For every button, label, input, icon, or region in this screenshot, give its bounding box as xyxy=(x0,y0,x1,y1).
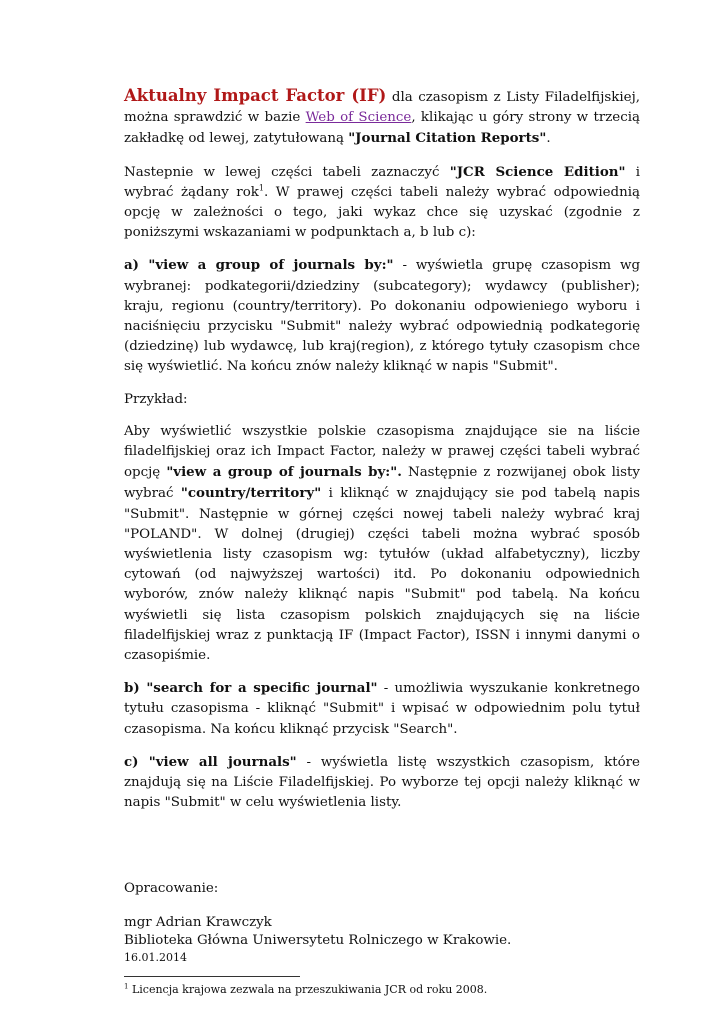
option-b-text: - umożliwia wyszukanie konkretnego tytułu czasopisma - kliknąć "Submit" i wpisać w odpowiednim polu tytuł czasopisma. Na końcu kliknąć przycisk "Search". xyxy=(124,681,640,737)
credits-institution: Biblioteka Główna Uniwersytetu Rolniczego w Krakowie. xyxy=(124,932,512,948)
footnote-text: Licencja krajowa zezwala na przeszukiwania JCR od roku 2008. xyxy=(128,982,488,996)
jcr-science-edition-bold: "JCR Science Edition" xyxy=(449,163,626,180)
example-label: Przykład: xyxy=(124,391,188,407)
footnote xyxy=(124,982,640,997)
example-bold-2: "country/territory" xyxy=(180,485,322,502)
example-text-1: Aby wyświetlić wszystkie polskie czasopisma znajdujące sie na liście filadelfijskiej oraz ich Impact Factor, należy w prawej części tabeli wybrać opcję xyxy=(124,423,640,481)
footnote-ref: 1 xyxy=(258,183,264,193)
intro-text-3: . xyxy=(546,131,551,147)
document-title: Aktualny Impact Factor (IF) xyxy=(124,86,387,105)
option-a-text: - wyświetla grupę czasopism wg wybranej: podkategorii/dziedziny (subcategory); wydawcy (publisher); kraju, regionu (country/territory). Po dokonaniu odpowieniego wyboru i naciśnięciu przycisku "Submit" należy wybrać odpowiednią podkategorię (dziedzinę) lub wydawcę, lub kraj(region), z którego tytuły czasopism chce się wyświetlić. Na końcu znów należy kliknąć w napis "Submit". xyxy=(124,258,641,375)
intro-text-1: dla czasopism z Listy Filadelfijskiej, można sprawdzić w bazie xyxy=(124,90,640,126)
credits-author: mgr Adrian Krawczyk xyxy=(124,914,272,930)
option-a-heading: a) "view a group of journals by:" xyxy=(124,257,394,274)
option-a-paragraph xyxy=(124,255,640,377)
credits-label: Opracowanie: xyxy=(124,880,219,896)
credits-block xyxy=(124,880,640,966)
document-page xyxy=(124,86,640,997)
intro-paragraph xyxy=(124,86,640,150)
instructions-text-1: Nastepnie w lewej części tabeli zaznaczyć xyxy=(124,164,450,180)
credits-date: 16.01.2014 xyxy=(124,950,187,964)
option-c-paragraph xyxy=(124,752,640,814)
footnote-mark: 1 xyxy=(124,981,129,990)
intro-text-2: , klikając u góry strony w trzecią zakładkę od lewej, zatytułowaną xyxy=(124,110,640,147)
jcr-reports-bold: "Journal Citation Reports" xyxy=(348,130,547,147)
option-c-heading: c) "view all journals" xyxy=(124,753,297,770)
option-b-heading: b) "search for a specific journal" xyxy=(124,680,378,697)
example-text-2: Następnie z rozwijanej obok listy wybrać xyxy=(124,465,640,502)
example-paragraph xyxy=(124,422,640,666)
option-c-text: - wyświetla listę wszystkich czasopism, które znajdują się na Liście Filadelfijskiej. Po wyborze tej opcji należy kliknąć w napis "Submit" w celu wyświetlenia listy. xyxy=(124,754,640,811)
example-text-3: i kliknąć w znajdujący sie pod tabelą napis "Submit". Następnie w górnej części nowej tabeli należy wybrać kraj "POLAND". W dolnej (drugiej) części tabeli można wybrać sposób wyświetlenia listy czasopism wg: tytułów (układ alfabetyczny), liczby cytowań (od najwyższej wartości) itd. Po dokonaniu odpowiednich wyborów, znów należy kliknąć napis "Submit" pod tabelą. Na końcu wyświetli się lista czasopism polskich znajdujących się na liście filadelfijskiej wraz z punktacją IF (Impact Factor), ISSN i innymi danymi o czasopiśmie. xyxy=(124,486,640,664)
instructions-paragraph xyxy=(124,162,640,244)
example-bold-1: "view a group of journals by:". xyxy=(166,464,402,481)
instructions-text-3: . W prawej części tabeli należy wybrać odpowiednią opcję w zależności o tego, jaki wykaz chce się uzyskać (zgodnie z poniższymi wskazaniami w podpunktach a, b lub c): xyxy=(124,184,641,241)
footnote-divider xyxy=(124,976,300,977)
option-b-paragraph xyxy=(124,678,640,740)
web-of-science-link[interactable]: Web of Science xyxy=(305,110,412,126)
instructions-text-2: i wybrać żądany rok xyxy=(124,164,641,200)
